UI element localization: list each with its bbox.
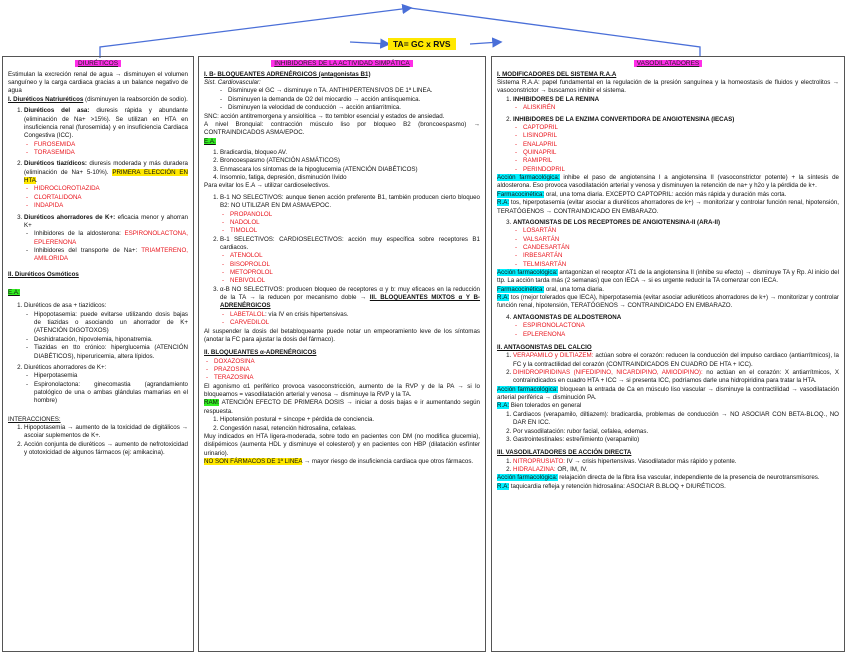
- list-item: [220, 311, 480, 319]
- list-item: - VALSARTÁN: [513, 236, 839, 244]
- subitem: [24, 247, 188, 264]
- calcio-ra: [497, 402, 839, 410]
- column-vasodilatadores: [491, 56, 845, 652]
- column-simpatica: [198, 56, 486, 652]
- text-span: α-B NO SELECTIVOS: producen bloqueo de receptores α y b: muy eficaces en la reducción de la TA → la reducen por mecanismo doble →: [220, 285, 480, 302]
- text-span: R.A:: [497, 482, 510, 490]
- raa-text: Sistema R.A.A: papel fundamental en la regulación de la presión sanguínea y la homeostasis de fluidos y electrolitos → vasoconstrictor → buscamos inhibir el sistema.: [497, 79, 839, 95]
- header-diureticos: [8, 60, 188, 69]
- header-vasodilatadores: [497, 60, 839, 69]
- text-span: Acción farmacológica:: [497, 385, 558, 393]
- drug: - TORASEMIDA: [24, 149, 188, 157]
- list-item: - PROPANOLOL: [220, 211, 480, 219]
- ara-ra: [497, 294, 839, 311]
- list-item: - Hiperpotasemia: [24, 372, 188, 380]
- list-item: - LOSARTÁN: [513, 227, 839, 235]
- interacciones-label: INTERACCIONES:: [8, 415, 61, 423]
- formula-title: TA= GC x RVS: [388, 38, 456, 50]
- calcio-item: [513, 369, 839, 386]
- list-item: - METOPROLOL: [220, 269, 480, 277]
- text-span: NITROPRUSIATO:: [513, 457, 566, 465]
- ea-ahorradores: [24, 364, 188, 406]
- list-item: - ATENOLOL: [220, 252, 480, 260]
- list-item: - Disminuyen la velocidad de conducción → acción antiarritmica.: [218, 104, 480, 112]
- arrow-middle-left: [350, 42, 388, 44]
- drug: - HIDROCLOROTIAZIDA: [24, 185, 188, 193]
- text-span: : vía IV en crisis hipertensivas.: [264, 310, 349, 318]
- text-span: antagonizan el receptor AT1 de la angiotensina II (inhibe su efecto) → disminuye TA y Rp. Al inicio del ttp. La acción tarda más (2 semanas) que con IECA → si es urgente reducir la TA comenzar con IECA.: [497, 269, 840, 285]
- suspension-text: Al suspender la dosis del betabloqueante puede notar un empeoramiento leve de los síntomas (anotar la FC para ajustar la dosis del fármaco).: [204, 327, 480, 343]
- list-item: - TIMOLOL: [220, 227, 480, 235]
- list-item: - PERINDOPRIL: [513, 166, 839, 174]
- text-span: VERAPAMILO y DILTIAZEM:: [513, 352, 594, 360]
- section-calcio: II. ANTAGONISTAS DEL CALCIO: [497, 343, 592, 351]
- text-span: Diuréticos tiazídicos:: [24, 160, 87, 168]
- interaccion-item: 1. Hipopotasemia → aumento de la toxicidad de digitálicos → ascoiar suplementos de K+.: [24, 424, 188, 441]
- list-item: - NEBIVOLOL: [220, 277, 480, 285]
- calcio-accion: [497, 386, 839, 403]
- list-item: - Disminuyen la demanda de O2 del miocardio → acción antiisquemica.: [218, 96, 480, 104]
- text-span: Diuréticos del asa:: [24, 107, 90, 115]
- text-span: R.A:: [497, 402, 510, 410]
- list-item: - ALISKIRÉN: [513, 104, 839, 112]
- item-diureticos-asa: [24, 107, 188, 157]
- directo-item: [513, 466, 839, 474]
- interaccion-item: 2. Acción conjunta de diuréticos → aumento de nefrotoxicidad y ototoxicidad de algunos fármacos (ej: amikacina).: [24, 441, 188, 458]
- text-span: RAM:: [204, 399, 220, 407]
- renina-item: [513, 96, 839, 113]
- text-span: DIURÉTICOS: [75, 60, 121, 67]
- arrow-left: [100, 8, 410, 58]
- section-betabloqueantes: I. B- BLOQUEANTES ADRENÉRGICOS (antagonistas B1): [204, 70, 371, 78]
- section-raa: I. MODIFICADORES DEL SISTEMA R.A.A: [497, 70, 617, 78]
- list-item: - TELMISARTÁN: [513, 261, 839, 269]
- directos-accion: [497, 474, 839, 482]
- text-span: Bien tolerados en general: [509, 402, 582, 410]
- text-span: Diuréticos de asa + tiazídicos:: [24, 302, 107, 310]
- list-item: - TERAZOSINA: [204, 374, 480, 382]
- list-item: - Disminuye el GC → disminuye n TA. ANTIHIPERTENSIVOS DE 1ª LINEA.: [218, 87, 480, 95]
- text-span: actúan sobre el corazón: reducen la conducción del impulso cardiaco (antiarrítmicos), la FC y la contractilidad del corazón (CONTRAINDICADOS EN CUADRO DE HTA + ICC).: [513, 352, 839, 368]
- section-directos: III. VASODILATADORES DE ACCIÓN DIRECTA: [497, 449, 632, 457]
- text-span: NO SON FÁRMACOS DE 1ª LINEA: [204, 457, 303, 465]
- item-tiazidicos: 2. Diuréticos tiazídicos: diuresis moderada y más duradera (eliminación de Na+ 5-10%). PRIMERA ELECCIÓN EN HTA. - HIDROCLOROTIAZIDA - CLORTALIDONA - INDAPIDA: [24, 160, 188, 210]
- text-span: HIDRALAZINA:: [513, 465, 556, 473]
- text-span: E.A:: [204, 137, 216, 145]
- text-span: Diuréticos ahorradores de K+:: [24, 213, 116, 221]
- list-item: - Deshidratación, hipovolemia, hiponatremia.: [24, 336, 188, 344]
- text-span: TRIAMTERENO, AMILORIDA: [34, 246, 188, 263]
- ara-accion: [497, 269, 839, 286]
- b1-no-selectivos: [220, 194, 480, 236]
- text-span: Diuréticos ahorradores de K+:: [24, 363, 107, 371]
- list-item: 1. Hipotensión postural + síncope + pérdida de conciencia.: [220, 416, 480, 424]
- b1-selectivos: [220, 236, 480, 286]
- text-span: no actúan en el corazón: X antiarrítmicos, X contraindicados en cuadro HTA + ICC → si presenta ICC, podríamos darle una hidropiridina para tratar la HTA.: [513, 368, 840, 385]
- text-span: PRIMERA ELECCIÓN EN HTA: [24, 168, 188, 185]
- text-span: Farmacocinética:: [497, 190, 545, 198]
- alfa-text: El agonismo α1 periférico provoca vasoconstricción, aumento de la RVP y de la PA → si lo bloqueamos = vasodilatación arterial y venosa → disminuye la RVP y la TA.: [204, 382, 480, 399]
- list-item: 1. Cardiacos (verapamilo, diltiazem): bradicardia, problemas de conducción → NO ASOCIAR CON BETA-BLOQ., NO DAR EN ICC.: [513, 411, 839, 428]
- text-span: B-1 SELECTIVOS: CARDIOSELECTIVOS: acción muy específica sobre receptores B1 cardiacos.: [220, 235, 480, 251]
- list-item: - PRAZOSINA: [204, 366, 480, 374]
- snc-text: SNC: acción antitremorgena y ansiolítica → tto temblor esencial y estados de ansiedad.: [204, 112, 445, 120]
- list-item: - ENALAPRIL: [513, 141, 839, 149]
- list-item: - NADOLOL: [220, 219, 480, 227]
- text-span: I. Diuréticos Natriuréticos: [8, 95, 84, 103]
- text-span: bloquean la entrada de Ca en músculo liso vascular → disminuye la contractilidad → vasodilatación arterial periférica → disminución PA.: [497, 385, 839, 402]
- list-item: 2. Congestión nasal, retención hidrosalina, cefaleas.: [220, 425, 480, 433]
- list-item: - IRBESARTÁN: [513, 252, 839, 260]
- header-area: [0, 0, 848, 58]
- text-span: diuresis rápida y abundante (eliminación de Na+ >15%). Se utilizan en HTA en insuficiencia renal (furosemida) y en insuficiencia Cardiaca Congestiva (ICC).: [24, 107, 188, 140]
- text-span: ANTAGONISTAS DE ALDOSTERONA: [513, 313, 622, 321]
- text-span: eficacia menor y ahorran K+: [24, 213, 188, 229]
- text-span: Acción farmacológica:: [497, 174, 560, 182]
- text-span: relajación directa de la fibra lisa vascular, independiente de la presencia de neurotransmisores.: [557, 474, 820, 482]
- item-ahorradores: [24, 214, 188, 264]
- iecas-item: [513, 116, 839, 175]
- list-item: - Hipopotasemia: puede evitarse utilizando dosis bajas de tiazidas o asociando un ahorrador de K+ (ATENCIÓN DIGOTOXOS): [24, 311, 188, 336]
- section-natriureticos: [8, 96, 188, 104]
- list-item: - BISOPROLOL: [220, 261, 480, 269]
- list-item: 2. Broncoespasmo (ATENCIÓN ASMÁTICOS): [220, 157, 480, 165]
- list-item: - EPLERENONA: [513, 331, 839, 339]
- ara-item: [513, 219, 839, 269]
- directos-ra: [497, 483, 839, 491]
- text-span: taquicardia refleja y retención hidrosalina: ASOCIAR B.BLOQ + DIURÉTICOS.: [509, 482, 726, 490]
- text-span: Farmacocinética:: [497, 285, 545, 293]
- directo-item: [513, 458, 839, 466]
- aldosterona-item: [513, 314, 839, 339]
- text-span: E.A:: [8, 289, 20, 297]
- list-item: 3. Enmascara los síntomas de la hipoglucemia (ATENCIÓN DIABÉTICOS): [220, 166, 480, 174]
- list-item: - Tiazidas en tto crónico: hiperglucemia (ATENCIÓN DIABÉTICOS), hiperuricemia, altera lípidos.: [24, 344, 188, 361]
- text-span: R.A:: [497, 199, 510, 207]
- ara-farmacocinetica: [497, 286, 839, 294]
- text-span: Inhibidores del transporte de Na+:: [34, 246, 142, 254]
- alfa-beta-no-selectivos: [220, 286, 480, 328]
- drug: - CLORTALIDONA: [24, 194, 188, 202]
- list-item: - LISINOPRIL: [513, 132, 839, 140]
- list-item: - CAPTOPRIL: [513, 124, 839, 132]
- list-item: - CANDESARTÁN: [513, 244, 839, 252]
- ram-text: [204, 399, 480, 416]
- ea-label: [204, 138, 480, 146]
- list-item: 1. Bradicardia, bloqueo AV.: [220, 149, 480, 157]
- text-span: ESPIRONOLACTONA, EPLERENONA: [34, 230, 188, 246]
- nos-text: [204, 458, 480, 466]
- list-item: 3. Gastrointestinales: estreñimiento (verapamilo): [513, 436, 839, 444]
- calcio-item: [513, 352, 839, 369]
- text-span: (disminuyen la reabsorción de sodio).: [83, 95, 188, 103]
- cardio-label: Sist. Cardiovascular:: [204, 79, 261, 87]
- list-item: - DOXAZOSINA: [204, 358, 480, 366]
- arrow-middle-right: [470, 42, 500, 44]
- text-span: INHIBIDORES DE LA ENZIMA CONVERTIDORA DE ANGIOTENSINA (IECAS): [513, 115, 735, 123]
- ea-asa-tiazidicos: [24, 302, 188, 361]
- list-item: - QUINAPRIL: [513, 149, 839, 157]
- iecas-accion: [497, 174, 839, 191]
- list-item: - Espironolactona: ginecomastia (agrandamiento patológico de una o ambas glándulas mamarias en el hombre): [24, 381, 188, 406]
- text-span: III. BLOQUEANTES MIXTOS α Y B-ADRENÉRGICOS: [220, 294, 480, 310]
- text-span: Inhibidores de la aldosterona:: [34, 230, 121, 238]
- text-span: LABETALOL: [230, 310, 265, 318]
- subitem: [24, 230, 188, 247]
- drug: - INDAPIDA: [24, 202, 188, 210]
- text-span: diuresis moderada y más duradera (eliminación de Na+ 5-10%).: [24, 160, 188, 176]
- section-alfabloqueantes: II. BLOQUEANTES α-ADRENÉRGICOS: [204, 349, 317, 357]
- text-span: oral, una toma diaria. EXCEPTO CAPTOPRIL: acción más rápida y duración más corta.: [544, 190, 787, 198]
- text-span: → mayor riesgo de insuficiencia cardiaca que otros fármacos.: [302, 457, 474, 465]
- diureticos-intro: Estimulan la excreción renal de agua → disminuyen el volumen sanguíneo y la carga cardiaca gracias a un balance negativo de agua: [8, 70, 188, 95]
- header-simpatica: [204, 60, 480, 69]
- drug: - FUROSEMIDA: [24, 141, 188, 149]
- iecas-farmacocinetica: [497, 191, 839, 199]
- text-span: inhibe el paso de angiotensina I a angiotensina II (vasoconstrictor potente) + la síntesis de aldosterona. Eso provoca vasodilatación arterial y venosa y disminuyen la retención de na+ y h2o y la pérdida de k+.: [497, 174, 839, 190]
- column-diureticos: [2, 56, 194, 652]
- text-span: INHIBIDORES DE LA ACTIVIDAD SIMPÁTICA: [271, 60, 412, 67]
- list-item: - CARVEDILOL: [220, 319, 480, 327]
- text-span: tos (mejor tolerados que IECA), hiperpotasemia (evitar asociar adiuréticos ahorradores de k+) → monitorizar y controlar función renal, hipotensión, TERATÓGENOS → CONTRAINDICADO EN EMBARAZO.: [497, 294, 839, 310]
- text-span: DIHIDROPIRIDINAS (NIFEDIPINO, NICARDIPINO, AMIODIPINO):: [513, 368, 703, 376]
- bronquial-text: A nivel Bronquial: contracción músculo liso por bloqueo B2 (broncoespasmo) → CONTRAINDICADOS ASMA/EPOC.: [204, 120, 480, 137]
- text-span: ATENCIÓN EFECTO DE PRIMERA DOSIS → iniciar a dosis bajas e ir aumentando según respuesta.: [204, 399, 480, 415]
- text-span: tos, hiperpotasemia (evitar asociar a diuréticos ahorradores de k+) → monitorizar y controlar función renal, hipotensión, TERATÓGENOS → CONTRAINDICADO EN EMBARAZO.: [497, 199, 839, 215]
- text-span: OR, IM, IV.: [555, 465, 588, 473]
- text-span: INHIBIDORES DE LA RENINA: [513, 95, 600, 103]
- ea-label: [8, 289, 188, 297]
- text-span: Acción farmacológica:: [497, 269, 558, 277]
- text-span: ANTAGONISTAS DE LOS RECEPTORES DE ANGIOTENSINA-II (ARA-II): [513, 218, 721, 226]
- ea-cardioselectivos: Para evitar los E.A → utilizar cardioselectivos.: [204, 182, 330, 190]
- text-span: Acción farmacológica:: [497, 474, 558, 482]
- text-span: VASODILATADORES: [634, 60, 703, 67]
- list-item: 2. Por vasodilatación: rubor facial, cefalea, edemas.: [513, 428, 839, 436]
- list-item: - RAMIPRIL: [513, 157, 839, 165]
- text-span: B-1 NO SELECTIVOS: aunque tienen acción preferente B1, también producen cierto bloqueo B2: NO UTILIZAR EN DM ASMA/EPOC.: [220, 193, 480, 210]
- section-osmoticos: II. Diuréticos Osmóticos: [8, 270, 79, 278]
- text-span: IV → crisis hipertensivas. Vasodilatador más rápido y potente.: [565, 457, 737, 465]
- list-item: 4. Insomnio, fatiga, depresión, disminución lívido: [220, 174, 480, 182]
- list-item: - ESPIRONOLACTONA: [513, 322, 839, 330]
- text-span: oral, una toma diaria.: [544, 285, 604, 293]
- iecas-ra: [497, 199, 839, 216]
- hta-text: Muy indicados en HTA ligera-moderada, sobre todo en pacientes con DM (no modifica glucemia), dislipémicos (aumenta HDL y disminuye el colesterol) y en pacientes con HBP (dilatación esfínter urinario).: [204, 432, 480, 457]
- text-span: R.A:: [497, 294, 510, 302]
